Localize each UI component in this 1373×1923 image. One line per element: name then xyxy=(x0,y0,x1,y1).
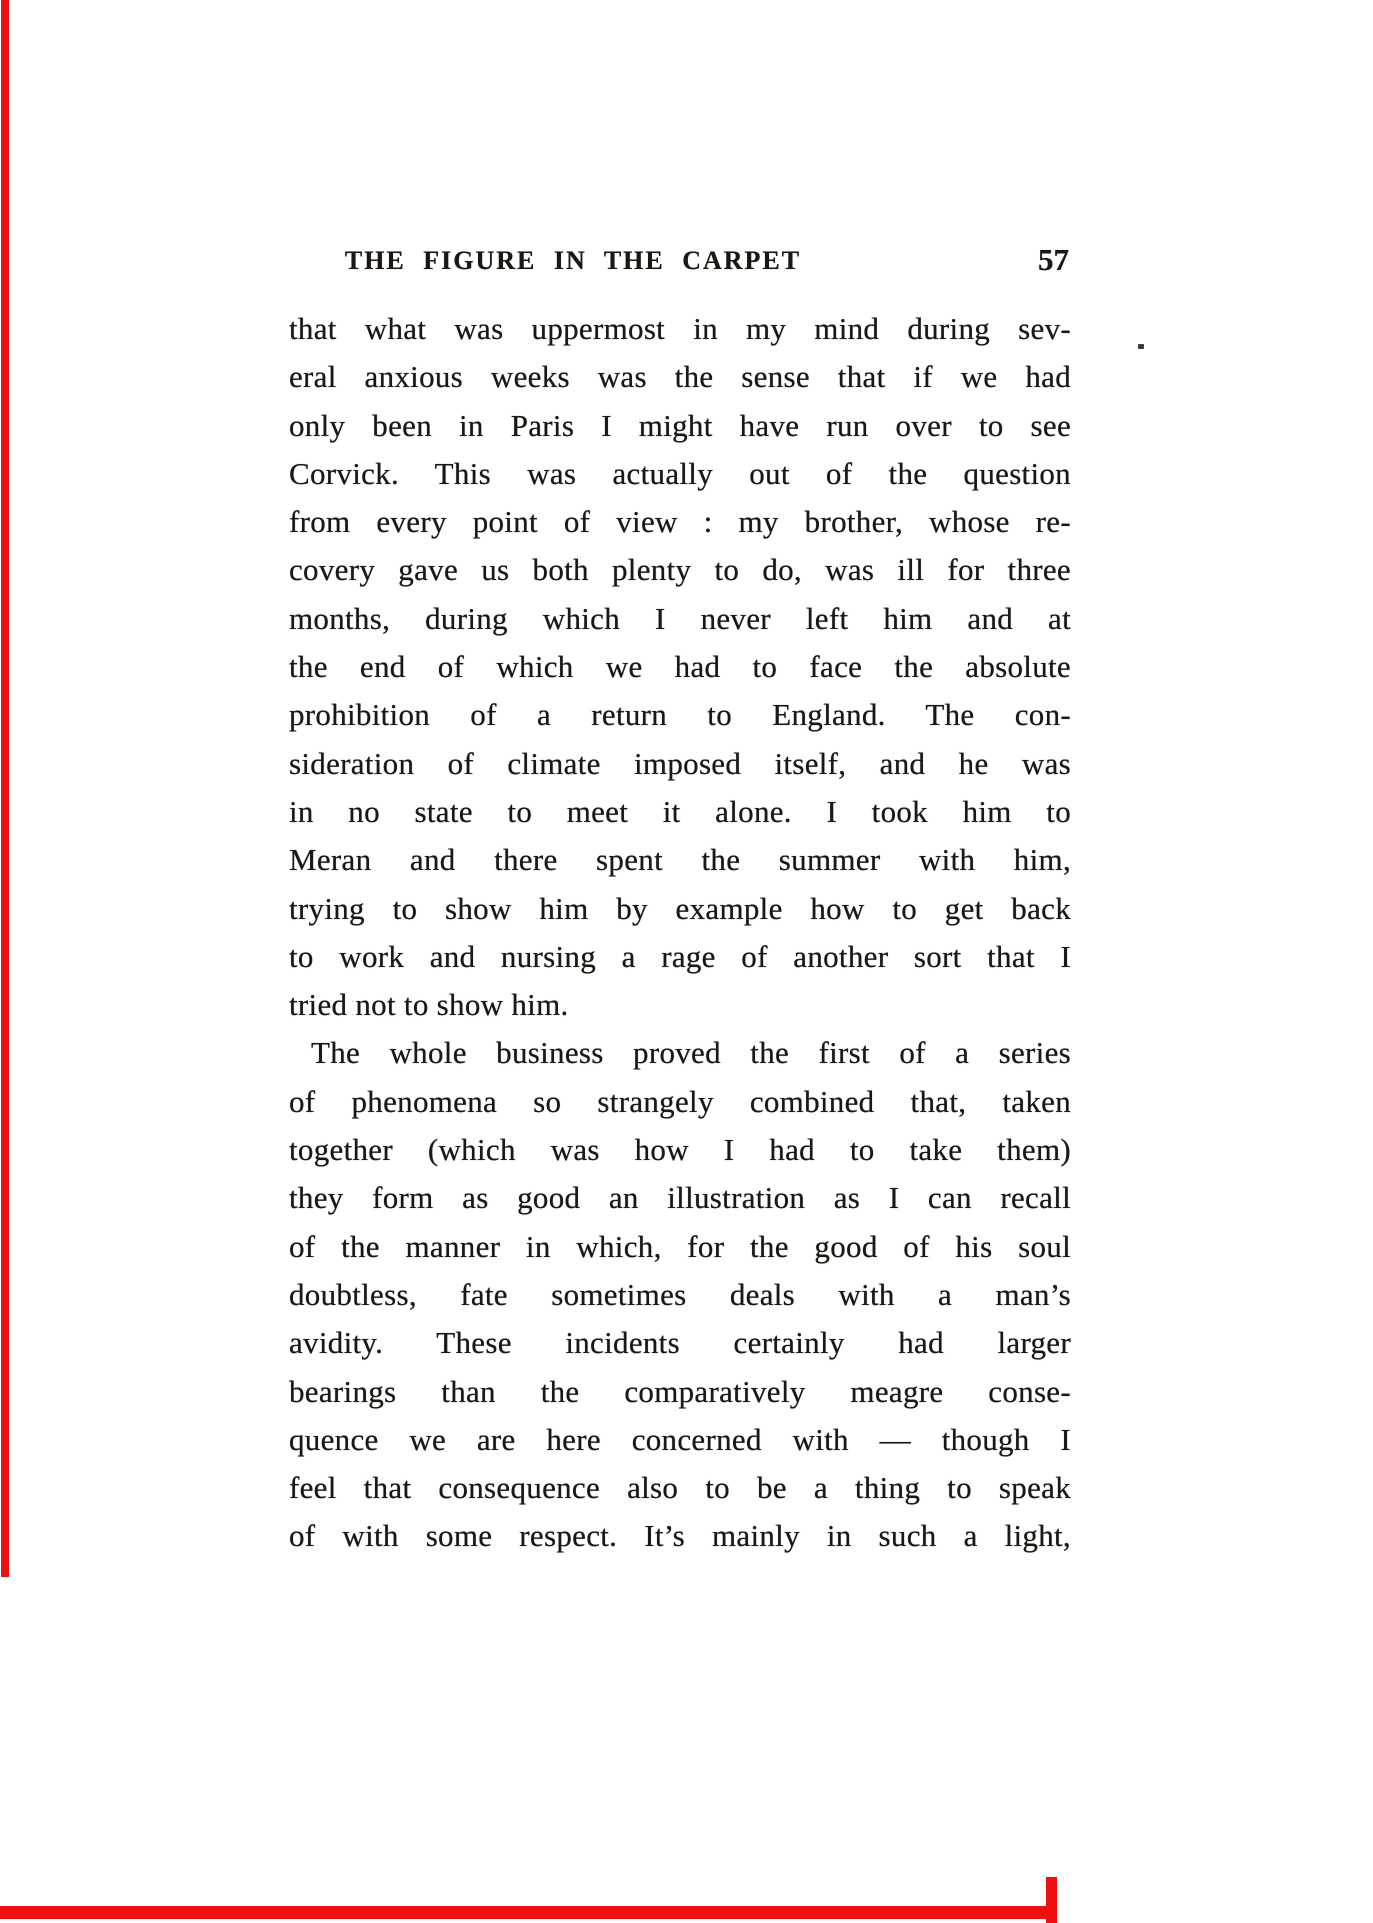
text-line: the end of which we had to face the absolute xyxy=(289,649,1071,685)
text-line: The whole business proved the first of a series xyxy=(311,1035,1071,1071)
page-body xyxy=(289,305,1071,1561)
text-line: trying to show him by example how to get back xyxy=(289,890,1071,926)
text-line: months, during which I never left him and at xyxy=(289,600,1071,636)
text-line: tried not to show him. xyxy=(289,987,569,1023)
text-line: that what was uppermost in my mind during sev- xyxy=(289,311,1071,346)
text-line: covery gave us both plenty to do, was ill for three xyxy=(289,552,1071,588)
text-line: Corvick. This was actually out of the question xyxy=(289,455,1071,491)
text-line: from every point of view : my brother, whose re- xyxy=(289,504,1071,540)
scan-speck xyxy=(1138,344,1144,349)
text-line: feel that consequence also to be a thing to speak xyxy=(289,1470,1071,1506)
text-line: to work and nursing a rage of another sort that I xyxy=(289,938,1071,974)
running-header xyxy=(0,242,1373,286)
chapter-title: THE FIGURE IN THE CARPET xyxy=(344,246,802,275)
text-line: avidity. These incidents certainly had larger xyxy=(289,1325,1071,1361)
text-line: together (which was how I had to take them) xyxy=(289,1132,1071,1168)
text-line: Meran and there spent the summer with him, xyxy=(289,842,1071,878)
text-line: in no state to meet it alone. I took him to xyxy=(289,793,1071,829)
text-line: of phenomena so strangely combined that, taken xyxy=(289,1083,1071,1119)
text-line: doubtless, fate sometimes deals with a man’s xyxy=(289,1276,1071,1312)
text-line: eral anxious weeks was the sense that if we had xyxy=(289,359,1071,395)
text-line: they form as good an illustration as I can recall xyxy=(289,1180,1071,1216)
red-scan-line-corner xyxy=(1046,1877,1057,1923)
text-line: quence we are here concerned with — though I xyxy=(289,1421,1071,1457)
text-line: sideration of climate imposed itself, and he was xyxy=(289,745,1071,781)
text-line: of with some respect. It’s mainly in such a light, xyxy=(289,1518,1071,1554)
text-line: only been in Paris I might have run over to see xyxy=(289,407,1071,443)
text-line: prohibition of a return to England. The con- xyxy=(289,697,1071,733)
page-number: 57 xyxy=(1038,242,1069,277)
text-line: of the manner in which, for the good of his soul xyxy=(289,1228,1071,1264)
red-scan-line-bottom xyxy=(0,1906,1054,1919)
red-scan-line-left xyxy=(1,0,9,1577)
text-line: bearings than the comparatively meagre conse- xyxy=(289,1373,1071,1409)
